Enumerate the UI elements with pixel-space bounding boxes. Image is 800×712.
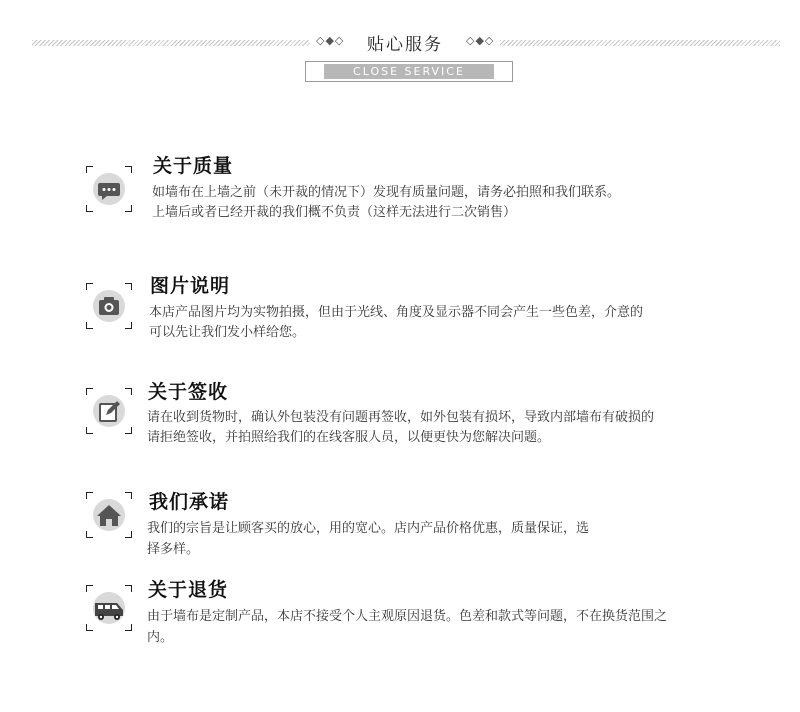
icon-frame (86, 585, 132, 631)
subtitle-text: CLOSE SERVICE (324, 64, 494, 79)
section-title: 我们承诺 (149, 491, 230, 513)
diamond-ornament-right: ◇◆◇ (466, 34, 495, 47)
section-line: 我们的宗旨是让顾客买的放心，用的宽心。店内产品价格优惠，质量保证，选 (147, 521, 590, 536)
section-line: 由于墙布是定制产品，本店不接受个人主观原因退货。色差和款式等问题，不在换货范围之 (147, 609, 668, 624)
van-icon (92, 591, 126, 625)
section-line: 本店产品图片均为实物拍摄，但由于光线、角度及显示器不同会产生一些色差，介意的 (149, 305, 644, 320)
header-hatch-left (32, 40, 310, 46)
icon-frame (86, 283, 132, 329)
section-line: 请在收到货物时，确认外包装没有问题再签收，如外包装有损坏，导致内部墙布有破损的 (147, 410, 655, 425)
camera-icon (92, 289, 126, 323)
section-line: 内。 (147, 630, 174, 645)
icon-frame (86, 166, 132, 212)
section-line: 如墙布在上墙之前（未开裁的情况下）发现有质量问题，请务必拍照和我们联系。 (152, 185, 621, 200)
house-icon (92, 498, 126, 532)
section-line: 择多样。 (147, 542, 200, 557)
section-line: 可以先让我们发小样给您。 (149, 325, 306, 340)
chat-bubble-icon (92, 172, 126, 206)
page-title: 贴心服务 (367, 35, 443, 55)
section-title: 关于签收 (148, 381, 229, 403)
icon-frame (86, 492, 132, 538)
edit-icon (92, 394, 126, 428)
section-title: 图片说明 (150, 275, 231, 297)
section-line: 请拒绝签收，并拍照给我们的在线客服人员，以便更快为您解决问题。 (147, 430, 551, 445)
header-hatch-right (500, 40, 780, 46)
section-line: 上墙后或者已经开裁的我们概不负责（这样无法进行二次销售） (152, 205, 517, 220)
icon-frame (86, 388, 132, 434)
subtitle-box (305, 61, 513, 82)
diamond-ornament-left: ◇◆◇ (316, 34, 345, 47)
section-title: 关于退货 (148, 579, 229, 601)
section-title: 关于质量 (153, 155, 234, 177)
